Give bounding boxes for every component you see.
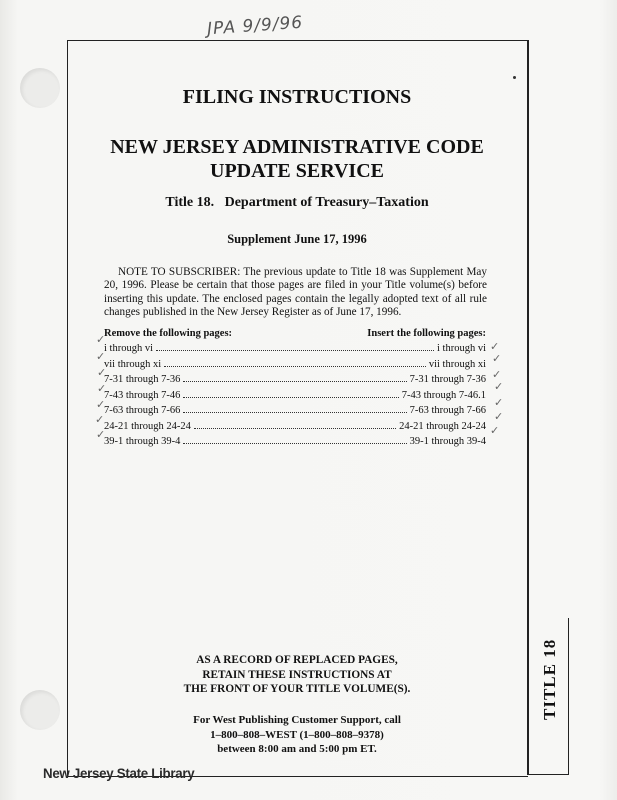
code-title-line-2: UPDATE SERVICE <box>210 160 384 182</box>
check-mark-icon: ✓ <box>490 424 500 437</box>
check-mark-icon: ✓ <box>96 398 106 411</box>
dot-leader <box>156 342 434 351</box>
supplement-date: Supplement June 17, 1996 <box>227 232 367 246</box>
remove-range: 39-1 through 39-4 <box>104 436 181 447</box>
dot-leader <box>183 404 406 413</box>
list-item <box>104 404 486 420</box>
list-item <box>104 435 486 451</box>
insert-range: 7-63 through 7-66 <box>409 405 486 416</box>
check-mark-icon: ✓ <box>494 410 504 423</box>
remove-range: 7-63 through 7-66 <box>104 405 181 416</box>
filing-instructions-title: FILING INSTRUCTIONS <box>182 86 412 108</box>
check-mark-icon: ✓ <box>97 382 107 395</box>
list-item <box>104 420 486 436</box>
remove-range: 7-43 through 7-46 <box>104 389 181 401</box>
insert-range: 24-21 through 24-24 <box>399 420 486 432</box>
pages-list <box>104 342 486 451</box>
spine-label: TITLE 18 <box>540 638 559 720</box>
insert-pages-header: Insert the following pages: <box>367 328 486 339</box>
insert-range: 7-31 through 7-36 <box>409 374 486 385</box>
list-item <box>104 358 486 374</box>
scan-speck <box>513 76 516 79</box>
support-hours: between 8:00 am and 5:00 pm ET. <box>217 743 377 755</box>
insert-range: i through vi <box>437 343 486 354</box>
check-mark-icon: ✓ <box>95 413 105 426</box>
dot-leader <box>183 435 406 444</box>
remove-range: i through vi <box>104 343 153 354</box>
support-phone: 1–800–808–WEST (1–800–808–9378) <box>210 728 384 741</box>
library-stamp: New Jersey State Library <box>43 765 195 781</box>
retain-instructions-notice <box>67 653 527 697</box>
dot-leader <box>194 420 396 429</box>
dot-leader <box>183 389 398 398</box>
remove-range: 24-21 through 24-24 <box>104 420 191 432</box>
handwritten-initials-date: JPA 9/9/96 <box>206 12 304 40</box>
check-mark-icon: ✓ <box>492 368 502 381</box>
record-line-3: THE FRONT OF YOUR TITLE VOLUME(S). <box>183 683 411 695</box>
check-mark-icon: ✓ <box>494 380 504 393</box>
note-to-subscriber: NOTE TO SUBSCRIBER: The previous update to Title 18 was Supplement May 20, 1996. Please be certain that those pages are filed in your Title volume(s) before inserting this update. The enclosed pages contain the legally adopted text of all rule changes published in the New Jersey Register as of June 17, 1996. <box>104 266 487 318</box>
dot-leader <box>183 373 406 382</box>
check-mark-icon: ✓ <box>96 333 106 346</box>
punch-hole-bottom <box>20 690 60 730</box>
support-line-1: For West Publishing Customer Support, call <box>193 714 401 726</box>
insert-range: 39-1 through 39-4 <box>409 436 486 447</box>
record-line-2: RETAIN THESE INSTRUCTIONS AT <box>202 668 392 681</box>
code-title-line-1: NEW JERSEY ADMINISTRATIVE CODE <box>110 136 484 158</box>
list-item <box>104 373 486 389</box>
dot-leader <box>164 358 426 367</box>
pages-table-header <box>104 328 486 339</box>
check-mark-icon: ✓ <box>96 428 106 441</box>
check-mark-icon: ✓ <box>492 352 502 365</box>
customer-support-info <box>67 713 527 757</box>
remove-range: vii through xi <box>104 358 162 370</box>
list-item <box>104 389 486 405</box>
insert-range: vii through xi <box>428 358 486 370</box>
record-line-1: AS A RECORD OF REPLACED PAGES, <box>196 654 398 666</box>
remove-range: 7-31 through 7-36 <box>104 374 181 385</box>
code-title <box>67 135 527 183</box>
check-mark-icon: ✓ <box>490 340 500 353</box>
list-item <box>104 342 486 358</box>
check-mark-icon: ✓ <box>96 350 106 363</box>
punch-hole-top <box>20 68 60 108</box>
check-mark-icon: ✓ <box>97 366 107 379</box>
remove-pages-header: Remove the following pages: <box>104 328 233 339</box>
title-department-subtitle: Title 18. Department of Treasury–Taxation <box>165 195 429 210</box>
insert-range: 7-43 through 7-46.1 <box>401 389 486 401</box>
check-mark-icon: ✓ <box>494 396 504 409</box>
